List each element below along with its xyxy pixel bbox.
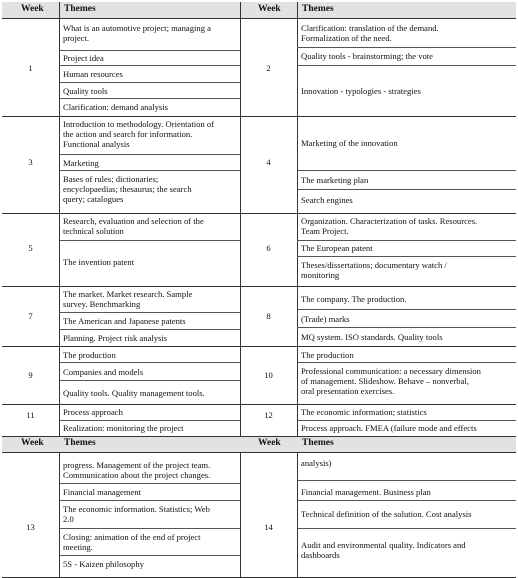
theme-cell: The invention patent	[63, 257, 135, 267]
week-number: 9	[28, 370, 33, 380]
theme-cell: Closing: animation of the end of project meeting.	[63, 532, 201, 552]
cell-separator	[59, 98, 240, 99]
theme-cell: Organization. Characterization of tasks. Resources. Team Project.	[301, 216, 478, 236]
theme-cell: Human resources	[63, 69, 123, 79]
theme-cell: (Trade) marks	[301, 314, 350, 324]
cell-separator	[297, 189, 516, 190]
cell-separator	[297, 480, 516, 481]
theme-cell: Search engines	[301, 195, 353, 205]
row-separator	[2, 346, 516, 347]
cell-separator	[59, 154, 240, 155]
week-number: 5	[28, 243, 33, 253]
theme-cell: The company. The production.	[301, 294, 407, 304]
cell-separator	[59, 50, 240, 51]
theme-cell: Marketing of the innovation	[301, 138, 398, 148]
week-number: 11	[26, 410, 35, 420]
week-number: 10	[264, 370, 273, 380]
theme-cell: The production	[301, 350, 354, 360]
theme-cell: Process approach	[63, 407, 123, 417]
week-number: 13	[26, 522, 35, 532]
cell-separator	[59, 483, 240, 484]
theme-cell: Introduction to methodology. Orientation of the action and search for information. Functional analysis	[63, 119, 214, 149]
week-number: 2	[266, 63, 271, 73]
theme-cell: Marketing	[63, 158, 99, 168]
week-number: 4	[266, 157, 271, 167]
week-number: 6	[266, 243, 271, 253]
cell-separator	[297, 65, 516, 66]
theme-cell: Technical definition of the solution. Cost analysis	[301, 509, 472, 519]
week-number: 14	[264, 522, 273, 532]
column-divider	[297, 452, 298, 577]
theme-cell: Theses/dissertations; documentary watch / monitoring	[301, 260, 447, 280]
column-divider	[240, 452, 241, 577]
row-separator	[2, 286, 516, 287]
table-header-repeat	[2, 436, 516, 452]
theme-cell: The economic information. Statistics; Web 2.0	[63, 504, 210, 524]
theme-cell: Realization: monitoring the project	[63, 423, 184, 433]
week-number: 12	[264, 410, 273, 420]
cell-separator	[59, 65, 240, 66]
theme-cell: Project idea	[63, 53, 104, 63]
theme-cell: MQ system. ISO standards. Quality tools	[301, 332, 443, 342]
cell-separator	[297, 47, 516, 48]
theme-cell: Professional communication: a necessary dimension of management. Slideshow. Behave – nonverbal, oral presentation exercises.	[301, 366, 481, 396]
cell-separator	[59, 329, 240, 330]
theme-cell: Process approach. FMEA (failure mode and effects	[301, 423, 477, 433]
column-divider	[297, 2, 298, 436]
row-separator	[2, 404, 516, 405]
cell-separator	[297, 309, 516, 310]
cell-separator	[59, 240, 240, 241]
theme-cell: The production	[63, 350, 116, 360]
row-separator	[2, 18, 516, 19]
header-week-right: Week	[258, 4, 281, 14]
cell-separator	[297, 256, 516, 257]
cell-separator	[297, 528, 516, 529]
cell-separator	[59, 312, 240, 313]
theme-cell: 5S - Kaizen philosophy	[63, 559, 144, 569]
header-week-left-repeat: Week	[21, 438, 44, 448]
week-number: 1	[28, 63, 33, 73]
header-week-left: Week	[21, 4, 44, 14]
theme-cell: The marketing plan	[301, 175, 369, 185]
theme-cell: progress. Management of the project team. Communication about the project changes.	[63, 460, 211, 480]
theme-cell: Quality tools. Quality management tools.	[63, 388, 205, 398]
theme-cell: The European patent	[301, 243, 373, 253]
cell-separator	[59, 420, 240, 421]
theme-cell: Clarification: demand analysis	[63, 102, 169, 112]
theme-cell: The American and Japanese patents	[63, 316, 186, 326]
week-number: 3	[28, 157, 33, 167]
theme-cell: analysis)	[301, 458, 332, 468]
cell-separator	[59, 170, 240, 171]
cell-separator	[59, 380, 240, 381]
theme-cell: Financial management	[63, 487, 142, 497]
column-divider	[59, 452, 60, 577]
row-separator	[2, 436, 516, 437]
cell-separator	[59, 528, 240, 529]
row-separator	[2, 452, 516, 453]
theme-cell: Companies and models	[63, 367, 144, 377]
theme-cell: Research, evaluation and selection of the technical solution	[63, 216, 204, 236]
cell-separator	[59, 555, 240, 556]
cell-separator	[297, 500, 516, 501]
theme-cell: Audit and environmental quality. Indicators and dashboards	[301, 540, 466, 560]
theme-cell: The economic information; statistics	[301, 407, 427, 417]
header-themes-left-repeat: Themes	[64, 438, 96, 448]
cell-separator	[59, 500, 240, 501]
header-themes-right: Themes	[302, 4, 334, 14]
column-divider	[59, 2, 60, 436]
theme-cell: Quality tools	[63, 86, 108, 96]
row-separator	[2, 116, 516, 117]
cell-separator	[297, 362, 516, 363]
week-number: 7	[28, 311, 33, 321]
cell-separator	[297, 240, 516, 241]
header-week-right-repeat: Week	[258, 438, 281, 448]
row-separator	[2, 213, 516, 214]
theme-cell: The market. Market research. Sample survey. Benchmarking	[63, 289, 193, 309]
week-number: 8	[266, 311, 271, 321]
table-header	[2, 2, 516, 18]
cell-separator	[297, 327, 516, 328]
header-themes-right-repeat: Themes	[302, 438, 334, 448]
theme-cell: Bases of rules; dictionaries; encyclopaedias; thesaurus; the search query; catalogues	[63, 174, 192, 204]
theme-cell: Planning. Project risk analysis	[63, 333, 168, 343]
header-themes-left: Themes	[64, 4, 96, 14]
theme-cell: Financial management. Business plan	[301, 487, 431, 497]
theme-cell: Innovation - typologies - strategies	[301, 86, 421, 96]
cell-separator	[297, 170, 516, 171]
cell-separator	[59, 362, 240, 363]
theme-cell: Clarification: translation of the demand. Formalization of the need.	[301, 23, 439, 43]
theme-cell: What is an automotive project; managing a project.	[63, 23, 211, 43]
cell-separator	[59, 82, 240, 83]
theme-cell: Quality tools - brainstorming; the vote	[301, 51, 433, 61]
cell-separator	[297, 420, 516, 421]
